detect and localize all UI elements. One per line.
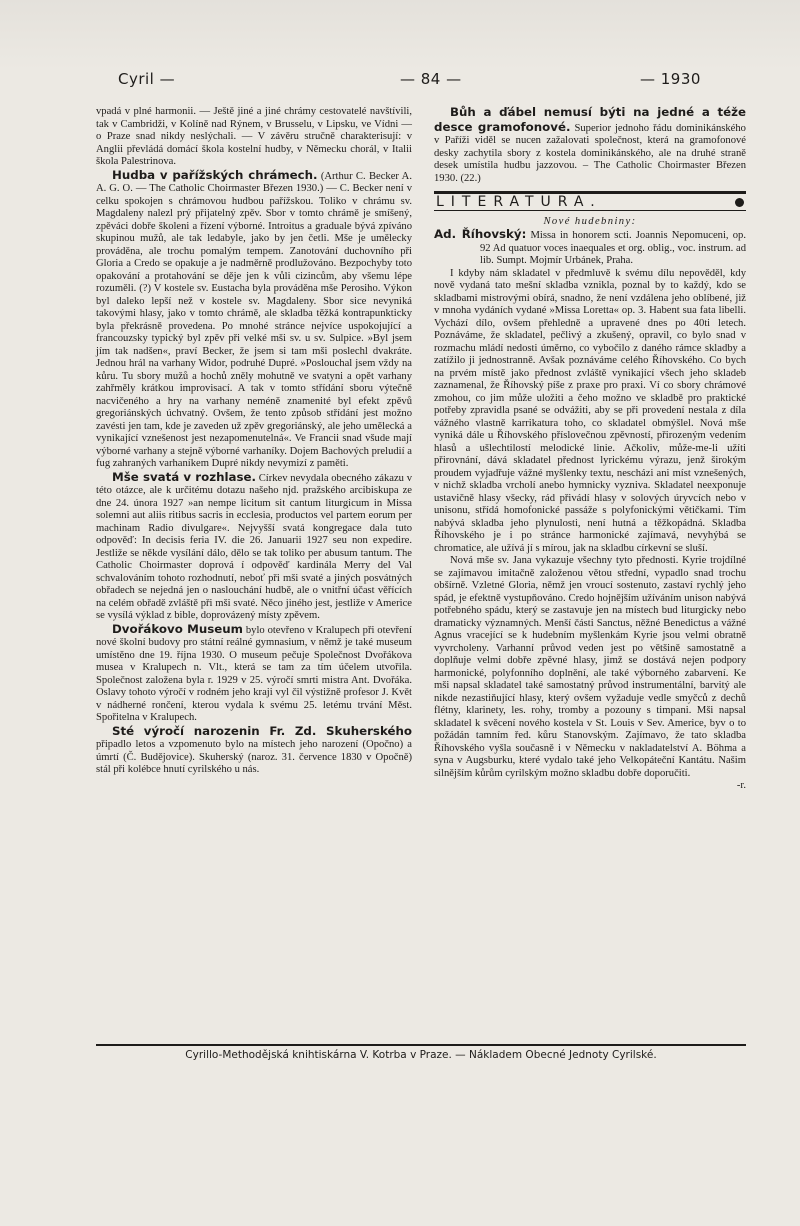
section-heading: Hudba v pařížských chrámech.	[112, 167, 318, 182]
section-title: LITERATURA.	[436, 194, 602, 210]
imprint-footer: Cyrillo-Methodějská knihtiskárna V. Kotrba v Praze. — Nákladem Obecné Jednoty Cyrilské.	[96, 1044, 746, 1061]
section-heading: Sté výročí narozenin Fr. Zd. Skuherského	[112, 723, 412, 738]
paragraph: Superior jednoho řádu dominikánského v Paříži viděl se nucen zažalovati společnost, která na gramofonové desky zachytila sbory z kostela dominikánského, ale na druhé straně desek umístila hudbu jazzovou. – The Catholic Choirmaster Březen 1930. (22.)	[434, 122, 746, 184]
left-column	[96, 106, 412, 777]
paragraph: bylo otevřeno v Kralupech při otevření nové školní budovy pro státní reálné gymnasium, v němž je také museum umístěno dne 19. října 1930. O museum pečuje Společnost Dvořákova musea v Kralupech n. Vlt., která se tam za tím účelem utvořila. Společnost založena byla r. 1929 v 25. výročí smrti mistra Ant. Dvořáka. Oslavy tohoto výročí v rodném jeho kraji vyl čil výstižně profesor J. Květ v nádherné rončení, kterou vydala k svému 25. letému trvání Měst. Spořitelna v Kralupech.	[96, 624, 412, 723]
signature: -r.	[736, 780, 746, 791]
section-heading: Mše svatá v rozhlase.	[112, 469, 256, 484]
subsection-title: Nové hudebniny:	[543, 215, 637, 227]
paragraph: Církev nevydala obecného zákazu v této otázce, ale k určitému dotazu našeho njd. pražského arcibiskupa ze dne 24. února 1927 »an nempe licitum sit cantum liturgicum in Missa solemni aut aliis ritibus sacris in ecclesia, productos vel partem eorum per machinam Radio divulgare«. Nejvyšší svatá kongregace dala tuto odpověď: In decisis feria IV. die 26. Januarii 1927 seu non expedire. Jestliže se někde vysílání dálo, dělo se tak toliko per abusum tantum. The Catholic Choirmaster doprová í odpověď kardinála Merry del Val schvalováním tohoto rozhodnutí, neboť při mši svaté a jiných posvátných obřadech se nejedná jen o naslouchání hudbě, ale o vnitřní účast věřících na celém obřadě zvláště při mši svaté. Něco jiného jest, jestliže v Americe se vysílá výklad z bible, doprovázený místy zpěvem.	[96, 472, 412, 621]
paragraph: Nová mše sv. Jana vykazuje všechny tyto přednosti. Kyrie trojdílné se zajímavou imitačně založenou větou střední, vypadlo snad trochu obšírně. Vzletné Gloria, němž jen vroucí sostenuto, zastaví rychlý jeho spád, je efektně vystupňováno. Credo hojnějším užíváním unison nabývá potřebného spádu, který se zastavuje jen na místech bud liturgicky nebo dramaticky významných. Menší části Sanctus, něžné Benedictus a vážné Agnus vracející se k hudebním myšlenkám Kyrie jsou velmi obratně vyvrcholeny. Varhanní průvod veden jest po většině samostatně a doplňuje velmi dobře zpěvné hlasy, jimž se dostává nejen podpory harmonické, polyfonního doplnění, ale také výborného zabarvení. Ke mši napsal skladatel také samostatný průvod instrumentální, barvitý ale nikde nezastiňující hlasy, který ovšem vyžaduje vedle smyčců z dechů flétny, klarinety, les. rohy, tromby a pozouny s timpani. Mši napsal skladatel k svěcení nového kostela v St. Louis v Sev. Americe, byv o to požádán tamním řed. kůru Stanovským. Zajímavo, že tato skladba Říhovského vyšla současně i v Německu v nakladatelství A. Böhma a syna v Augsburku, které vydalo také jeho Velkopáteční Kantátu. Našim silnějším kůrům cyrilským možno skladbu dobře doporučiti.	[434, 555, 746, 779]
section-heading: Dvořákovo Museum	[112, 621, 243, 636]
review-entry	[434, 228, 746, 268]
author-name: Ad. Říhovský:	[434, 227, 527, 241]
page-number: — 84 —	[400, 70, 462, 88]
article-gramofon	[434, 106, 746, 185]
paragraph: vpadá v plné harmonii. — Ještě jiné a jiné chrámy cestovatelé navštívili, tak v Cambridži, v Kolíně nad Rýnem, v Brusselu, v Lipsku, ve Vídni — o Praze snad nikdy neslýchali. — V závěru stručně charakterisují: v Anglii převládá domácí škola kostelní hudby, v Německu chorál, v Italii škola Palestrinova.	[96, 106, 412, 167]
article-skuhersky	[96, 725, 412, 777]
paragraph: připadlo letos a vzpomenuto bylo na místech jeho narození (Opočno) a úmrtí (Č. Budějovice). Skuherský (naroz. 31. července 1830 v Opočně) stál při kolébce hnutí cyrilského u nás.	[96, 739, 412, 775]
article-hudba	[96, 169, 412, 471]
paragraph: (Arthur C. Becker A. A. G. O. — The Catholic Choirmaster Březen 1930.) — C. Becker není v celku spokojen s chrámovou hudbou pařížskou. Toliko v chrámu sv. Magdaleny nalezl prý přijatelný zpěv. Sbor v tomto chrámě je smíšený, zpěváci dobře školeni a řízení výborné. Introitus a graduale bývá zpíváno skupinou mužů, ale tak ledabyle, jako by jen četli. Mše je umělecky prováděna, ale trochu pomalým tempem. Zanotování duchovního při Gloria a Credo se opakuje a je nadměrně prodlužováno. Bezpochyby toto opakování a protahování se děje jen k vůli cizincům, aby všemu lépe rozuměli. (?) V kostele sv. Eustacha byla prováděna mše Perosiho. Výkon byl daleko lepší než v kostele sv. Magdaleny. Sbor sice nevyniká takovými hlasy, jako v tomto chrámě, ale skladba těžká kontrapunkticky byla překrásně provedena. Po mnohé stránce nejvíce uspokojující a francouzsky typický byl zpěv při velké mši sv. u sv. Sulpice. »Byl jsem jím tak nadšen«, praví Becker, že jsem si tam mši poslechl dvakráte. Jednou hrál na varhany Widor, podruhé Dupré. »Poslouchal jsem vždy na kůru. Tu sbory mužů a hochů zněly mohutně ve svatyni a opět varhany zahřměly krátkou improvisací. A tak v tomto střídání sboru výtečně nacvičeného a hry na varhany neméně znamenité byl efekt zpěvů gregoriánských úchvatný. Ovšem, že tento způsob střídání jest možno zavésti jen tam, kde je zaveden už zpěv gregoriánský, ale jeho umělecká a vynikající vznešenost jest nezapomenutelná«. Ve Francii snad všude mají výborné varhany a stejně výborné varhaníky. Dojem Bachových preludií a fug zahraných varhaníkem Dupré nikdy nevymizí z paměti.	[96, 170, 412, 469]
section-heading: Bůh a ďábel nemusí býti na jedné a téže desce gramofonové.	[434, 105, 746, 134]
article-museum	[96, 623, 412, 725]
bullet-icon	[735, 198, 744, 207]
article-rozhlas	[96, 471, 412, 623]
paragraph: I kdyby nám skladatel v předmluvě k svému dílu nepověděl, kdy nově vydaná tato mešní skladba vznikla, poznal by to každý, kdo se skladbami mistrovými obírá, snadno, že není vzdálena jeho oblíbené, již v mnoha vydáních vydané »Missa Loretta« op. 3. Habent sua fata libelli. Vychází dílo, ovšem přehledně a upravené dnes po 40ti letech. Poznáváme, že skladatel, pečlivý a zkušený, opravil, co bylo snad v rozmachu mládí nedosti úměrno, co vybočilo z daného rámce skladby a zatížilo ji jednostranně. Avšak poznáváme celého Říhovského. Co bych na prvém místě jako přednost zvláště vynikající všech jeho skladeb zaznamenal, že Říhovský píše z praxe pro praxi. Ví co sbory chrámové zmohou, co jim může uložiti a čeho možno ve skladbě pro praktické potřeby zpravidla psané se odvážiti, aby se při provedení nestala z díla vážného vlastně karrikatura toho, co skladatel obmýšlel. Nová mše vyniká dále u Říhovského příslovečnou zpěvností, přirozeným vedením hlasů a ušlechtilostí melodické linie. Ačkoliv, může-me-li užíti přirovnání, dává skladatel přednost lyrickému výrazu, jenž širokým proudem vyjadřuje vážné myšlenky textu, nescházi ani míst vznešených, v nichž skladba vrcholí anebo hymnicky vyzniva. Skladatel neexponuje ustavičně hlasy všecky, rád přivádí hlasy v solových úryvcích nebo v unisonu, střídá homofonické passáže s polyfonickými větičkami. Tím nabývá skladba jeho plynulosti, není hutná a těžkopádná. Skladba Říhovského je i po stránce harmonické zajímavá, nevyhýbá se chromatice, ale užívá jí s mírou, jak na skladbu církevní se sluší.	[434, 267, 746, 554]
work-citation: Missa in honorem scti. Joannis Nepomuceni, op. 92 Ad quatuor voces inaequales et org. oblig., voc. instrum. ad lib. Sumpt. Mojmír Urbánek, Praha.	[480, 230, 746, 266]
running-head-title: Cyril —	[118, 70, 176, 88]
paper-edge	[0, 0, 800, 70]
literatura-banner	[434, 191, 746, 211]
running-head-year: — 1930	[640, 70, 701, 88]
right-column	[434, 106, 746, 793]
